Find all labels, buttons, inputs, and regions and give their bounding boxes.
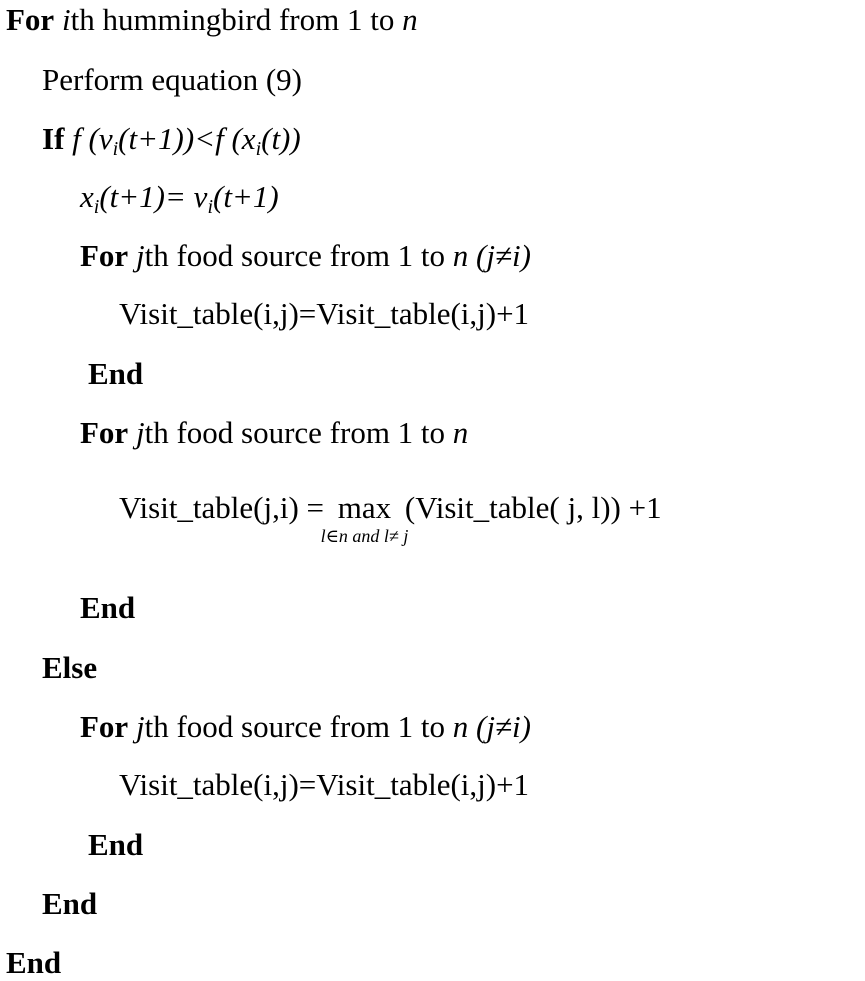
line-visit-table-update-1 xyxy=(119,296,529,332)
cond-part: f xyxy=(72,121,81,156)
line-for-food-source-2 xyxy=(80,415,468,451)
cond-part: f xyxy=(215,121,224,156)
var-j: j xyxy=(135,709,145,744)
line-text: th food source from 1 to xyxy=(144,709,446,744)
end-keyword: End xyxy=(80,590,136,625)
line-assignment xyxy=(80,179,279,218)
cond-subscript: i xyxy=(112,138,119,160)
end-keyword: End xyxy=(6,945,62,980)
line-for-hummingbird xyxy=(6,2,418,38)
for-keyword: For xyxy=(80,415,129,450)
cond-subscript: i xyxy=(255,138,262,160)
line-visit-table-update-2 xyxy=(119,767,529,803)
cond-part: (t+1))< xyxy=(118,121,216,156)
line-text: th food source from 1 to xyxy=(144,415,446,450)
var-j: j xyxy=(135,238,145,273)
formula-lhs: Visit_table(j,i) = xyxy=(119,490,325,525)
line-text: Perform equation (9) xyxy=(42,62,302,97)
line-else xyxy=(42,650,97,686)
var-n: n xyxy=(452,709,469,744)
var-n: n xyxy=(452,415,469,450)
max-operator xyxy=(320,490,409,546)
end-keyword: End xyxy=(42,886,98,921)
end-keyword: End xyxy=(88,356,144,391)
for-keyword: For xyxy=(6,2,55,37)
cond: (j≠i) xyxy=(476,238,531,273)
for-keyword: For xyxy=(80,238,129,273)
cond-part: (x xyxy=(223,121,256,156)
line-text: th hummingbird from 1 to xyxy=(70,2,395,37)
line-end-5 xyxy=(6,945,61,981)
cond: (j≠i) xyxy=(476,709,531,744)
line-if-condition xyxy=(42,121,301,160)
formula-rhs: (Visit_table( j, l)) +1 xyxy=(404,490,662,525)
line-max-formula xyxy=(119,490,662,546)
cond-part: (v xyxy=(80,121,113,156)
line-end-2 xyxy=(80,590,135,626)
line-text: Visit_table(i,j)=Visit_table(i,j)+1 xyxy=(119,296,530,331)
end-keyword: End xyxy=(88,827,144,862)
line-perform-equation xyxy=(42,62,302,98)
var-n: n xyxy=(452,238,469,273)
if-keyword: If xyxy=(42,121,65,156)
var-j: j xyxy=(135,415,145,450)
for-keyword: For xyxy=(80,709,129,744)
line-text: Visit_table(i,j)=Visit_table(i,j)+1 xyxy=(119,767,530,802)
var-i: i xyxy=(61,2,71,37)
line-text: th food source from 1 to xyxy=(144,238,446,273)
line-for-food-source-1 xyxy=(80,238,531,274)
assign-subscript: i xyxy=(207,196,213,218)
assign-part: x xyxy=(80,179,94,214)
var-n: n xyxy=(402,2,418,37)
assign-subscript: i xyxy=(93,196,100,218)
assign-part: (t+1)= v xyxy=(99,179,208,214)
line-for-food-source-3 xyxy=(80,709,531,745)
max-label: max xyxy=(337,490,392,525)
else-keyword: Else xyxy=(42,650,98,685)
cond-part: (t)) xyxy=(261,121,301,156)
max-subscript: l∈n and l≠ j xyxy=(320,526,409,546)
line-end-3 xyxy=(88,827,143,863)
line-end-1 xyxy=(88,356,143,392)
line-end-4 xyxy=(42,886,97,922)
assign-part: (t+1) xyxy=(213,179,279,214)
